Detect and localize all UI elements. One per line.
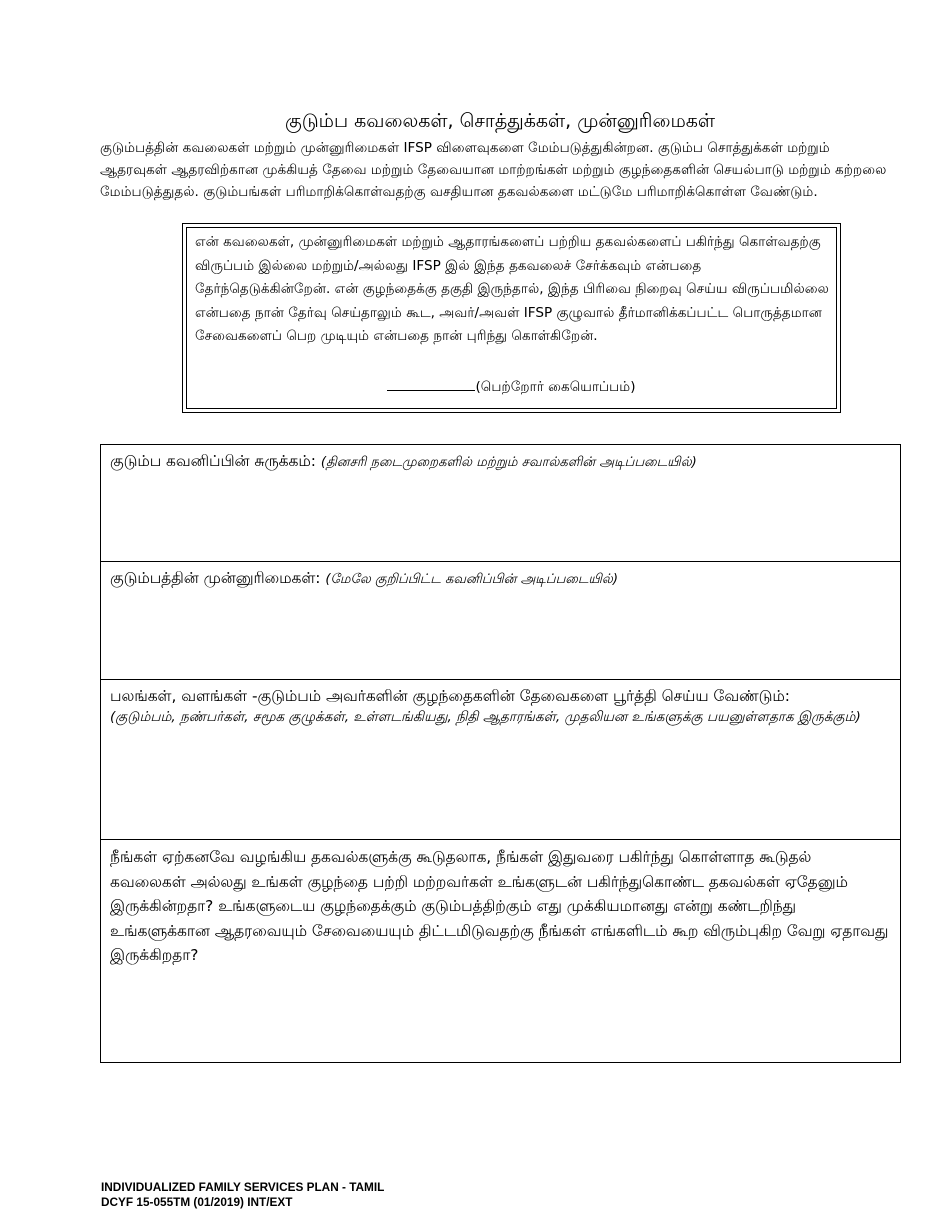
additional-information-section[interactable] <box>101 840 900 1062</box>
section-heading <box>110 450 890 474</box>
family-concerns-summary-section[interactable] <box>101 445 900 562</box>
section-heading: பலங்கள், வளங்கள் -குடும்பம் அவர்களின் குழந்தைகளின் தேவைகளை பூர்த்தி செய்ய வேண்டும்: <box>110 687 790 705</box>
signature-label: (பெற்றோர் கையொப்பம்) <box>475 379 636 395</box>
consent-text: என் கவலைகள், முன்னுரிமைகள் மற்றும் ஆதாரங்களைப் பற்றிய தகவல்களைப் பகிர்ந்து கொள்வதற்கு விருப்பம் இல்லை மற்றும்/அல்லது IFSP இல் இந்த தகவலைச் சேர்க்கவும் என்பதை தேர்ந்தெடுக்கின்றேன். என் குழந்தைக்கு தகுதி இருந்தால், இந்த பிரிவை நிறைவு செய்ய விருப்பமில்லை என்பதை நான் தேர்வு செய்தாலும் கூட, அவர்/அவள் IFSP குழுவால் தீர்மானிக்கப்பட்ட பொருத்தமான சேவைகளைப் பெற முடியும் என்பதை நான் புரிந்து கொள்கிறேன். <box>195 234 829 344</box>
intro-paragraph: குடும்பத்தின் கவலைகள் மற்றும் முன்னுரிமைகள் IFSP விளைவுகளை மேம்படுத்துகின்றன. குடும்ப சொத்துக்கள் மற்றும் ஆதரவுகள் ஆதரவிற்கான முக்கியத் தேவை மற்றும் தேவையான மாற்றங்கள் மற்றும் குழந்தைகளின் செயல்பாடு மற்றும் கற்றலை மேம்படுத்துதல். குடும்பங்கள் பரிமாறிக்கொள்வதற்கு வசதியான தகவல்களை மட்டுமே பரிமாறிக்கொள்ள வேண்டும். <box>100 140 887 200</box>
section-heading <box>110 567 890 591</box>
page-title: குடும்ப கவலைகள், சொத்துக்கள், முன்னுரிமைகள் <box>284 110 716 132</box>
section-label: குடும்ப கவனிப்பின் சுருக்கம்: <box>110 452 316 470</box>
section-hint: (தினசரி நடைமுறைகளில் மற்றும் சவால்களின் அடிப்படையில்) <box>320 455 697 470</box>
consent-box-inner <box>186 227 837 409</box>
section-heading: நீங்கள் ஏற்கனவே வழங்கிய தகவல்களுக்கு கூடுதலாக, நீங்கள் இதுவரை பகிர்ந்து கொள்ளாத கூடுதல் கவலைகள் அல்லது உங்கள் குழந்தை பற்றி மற்றவர்கள் உங்களுடன் பகிர்ந்துகொண்ட தகவல்கள் ஏதேனும் இருக்கின்றதா? உங்களுடைய குழந்தைக்கும் குடும்பத்திற்கும் எது முக்கியமானது என்று கண்டறிந்து உங்களுக்கான ஆதரவையும் சேவையையும் திட்டமிடுவதற்கு நீங்கள் எங்களிடம் கூற விரும்புகிற வேறு ஏதாவது இருக்கிறதா? <box>110 848 889 964</box>
section-hint: (மேலே குறிப்பிட்ட கவனிப்பின் அடிப்படையில்) <box>325 572 619 587</box>
strengths-resources-section[interactable] <box>101 680 900 840</box>
section-hint: (குடும்பம், நண்பர்கள், சமூக குழுக்கள், உள்ளடங்கியது, நிதி ஆதாரங்கள், முதலியன உங்களுக்கு பயனுள்ளதாக இருக்கும்) <box>110 709 861 725</box>
family-priorities-section[interactable] <box>101 562 900 680</box>
signature-line <box>187 378 836 397</box>
form-footer <box>101 1180 384 1209</box>
footer-form-name: INDIVIDUALIZED FAMILY SERVICES PLAN - TAMIL <box>101 1180 385 1194</box>
form-sections-table <box>100 444 901 1063</box>
signature-field[interactable] <box>387 378 475 391</box>
section-label: குடும்பத்தின் முன்னுரிமைகள்: <box>110 569 321 587</box>
footer-form-number: DCYF 15-055TM (01/2019) INT/EXT <box>101 1194 293 1209</box>
consent-box <box>182 223 841 413</box>
